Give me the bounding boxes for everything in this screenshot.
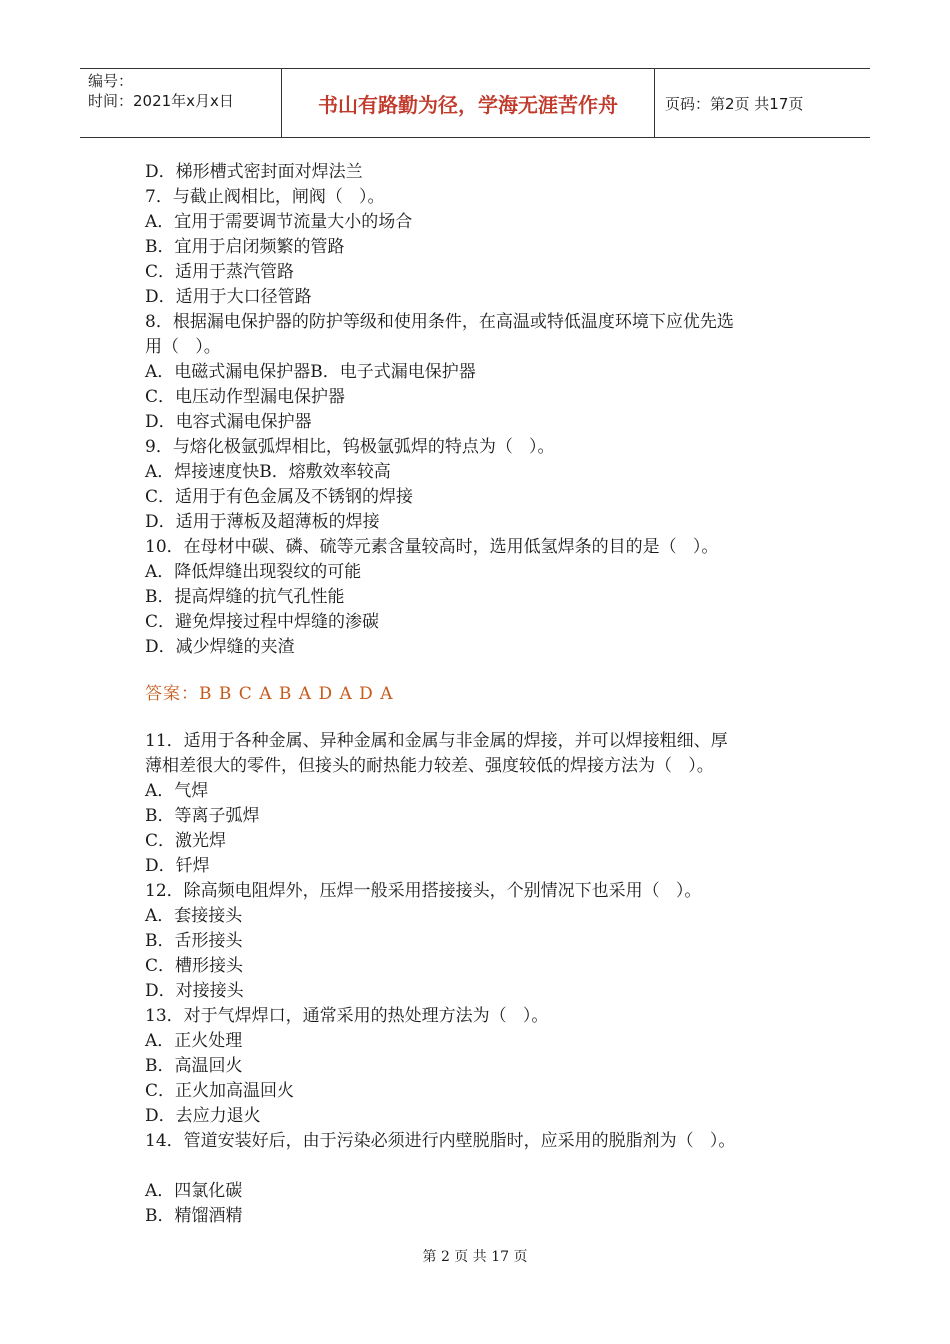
text-line: B．舌形接头	[145, 931, 243, 951]
text-line: D．适用于薄板及超薄板的焊接	[145, 512, 380, 532]
text-line: C．正火加高温回火	[145, 1081, 295, 1101]
text-line: B．精馏酒精	[145, 1206, 243, 1226]
text-line: 用（ ）。	[145, 337, 221, 357]
text-line: C．电压动作型漏电保护器	[145, 387, 346, 407]
text-line: D．对接接头	[145, 981, 244, 1001]
text-line: 10．在母材中碳、磷、硫等元素含量较高时，选用低氢焊条的目的是（ ）。	[145, 537, 719, 557]
document-body	[145, 160, 825, 1229]
text-line: D．适用于大口径管路	[145, 287, 312, 307]
page-header	[80, 68, 870, 138]
text-line: A．宜用于需要调节流量大小的场合	[145, 212, 413, 232]
date-label: 时间：2021年x月x日	[88, 92, 234, 110]
text-line: C．避免焊接过程中焊缝的渗碳	[145, 612, 380, 632]
text-line: D．去应力退火	[145, 1106, 261, 1126]
text-line: A．四氯化碳	[145, 1181, 243, 1201]
answer-key: 答案：B B C A B A D A D A	[145, 684, 394, 704]
text-line: D．梯形槽式密封面对焊法兰	[145, 162, 363, 182]
text-line: D．钎焊	[145, 856, 210, 876]
text-line: B．提高焊缝的抗气孔性能	[145, 587, 345, 607]
page-footer: 第 2 页 共 17 页	[422, 1249, 528, 1265]
questions-block-1	[145, 160, 825, 660]
text-line: 7．与截止阀相比，闸阀（ ）。	[145, 187, 385, 207]
text-line: A．正火处理	[145, 1031, 243, 1051]
text-line: 11．适用于各种金属、异种金属和金属与非金属的焊接，并可以焊接粗细、厚	[145, 731, 728, 751]
header-meta	[80, 69, 282, 137]
text-line: 13．对于气焊焊口，通常采用的热处理方法为（ ）。	[145, 1006, 549, 1026]
text-line: 12．除高频电阻焊外，压焊一般采用搭接接头，个别情况下也采用（ ）。	[145, 881, 702, 901]
text-line: A．电磁式漏电保护器B．电子式漏电保护器	[145, 362, 476, 382]
header-page-info: 页码：第2页 共17页	[665, 94, 804, 113]
text-line: C．激光焊	[145, 831, 227, 851]
text-line: 14．管道安装好后，由于污染必须进行内壁脱脂时，应采用的脱脂剂为（ ）。	[145, 1131, 736, 1151]
text-line: C．槽形接头	[145, 956, 244, 976]
text-line: B．高温回火	[145, 1056, 243, 1076]
text-line: A．焊接速度快B．熔敷效率较高	[145, 462, 391, 482]
text-line: B．等离子弧焊	[145, 806, 260, 826]
questions-block-2	[145, 729, 825, 1154]
text-line: A．气焊	[145, 781, 209, 801]
text-line: A．降低焊缝出现裂纹的可能	[145, 562, 362, 582]
text-line: C．适用于有色金属及不锈钢的焊接	[145, 487, 414, 507]
questions-block-3	[145, 1179, 825, 1229]
text-line: B．宜用于启闭频繁的管路	[145, 237, 345, 257]
text-line: 9．与熔化极氩弧焊相比，钨极氩弧焊的特点为（ ）。	[145, 437, 555, 457]
text-line: 8．根据漏电保护器的防护等级和使用条件，在高温或特低温度环境下应优先选	[145, 312, 734, 332]
text-line: D．减少焊缝的夹渣	[145, 637, 295, 657]
text-line: 薄相差很大的零件，但接头的耐热能力较差、强度较低的焊接方法为（ ）。	[145, 756, 714, 776]
text-line: C．适用于蒸汽管路	[145, 262, 295, 282]
header-motto: 书山有路勤为径，学海无涯苦作舟	[282, 69, 655, 137]
blank-line	[145, 1154, 825, 1179]
text-line: A．套接接头	[145, 906, 243, 926]
text-line: D．电容式漏电保护器	[145, 412, 312, 432]
serial-label: 编号：	[88, 72, 134, 90]
